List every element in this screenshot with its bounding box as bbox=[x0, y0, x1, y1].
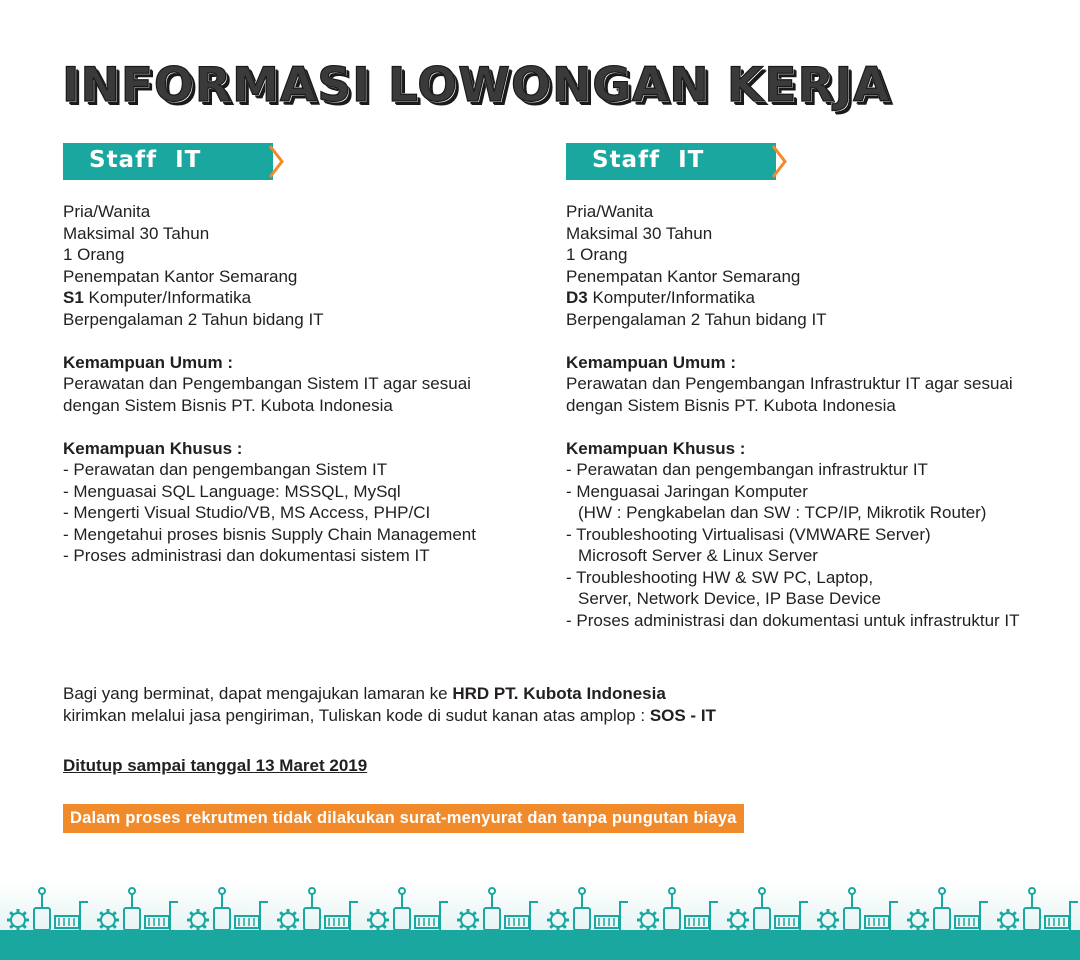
special-line: - Troubleshooting Virtualisasi (VMWARE Server) bbox=[566, 524, 931, 544]
position-tag bbox=[63, 143, 289, 180]
gear-tooth bbox=[1000, 912, 1003, 915]
gear-tooth bbox=[23, 925, 26, 928]
gear-tooth bbox=[1000, 925, 1003, 928]
placement: Penempatan Kantor Semarang bbox=[63, 266, 298, 286]
position-tag bbox=[566, 143, 792, 180]
special-heading: Kemampuan Khusus : bbox=[566, 438, 746, 458]
gear-tooth bbox=[923, 925, 926, 928]
apply-instructions bbox=[63, 683, 716, 726]
experience: Berpengalaman 2 Tahun bidang IT bbox=[63, 309, 324, 329]
general-heading: Kemampuan Umum : bbox=[566, 352, 737, 372]
gear-tooth bbox=[730, 912, 733, 915]
gear-tooth bbox=[370, 912, 373, 915]
chevron-right-icon bbox=[268, 145, 284, 178]
general-line: dengan Sistem Bisnis PT. Kubota Indonesia bbox=[63, 395, 393, 415]
envelope-code: SOS - IT bbox=[649, 705, 716, 725]
special-line: - Menguasai Jaringan Komputer bbox=[566, 481, 808, 501]
special-line: - Menguasai SQL Language: MSSQL, MySql bbox=[63, 481, 401, 501]
gear-tooth bbox=[100, 912, 103, 915]
education-field: Komputer/Informatika bbox=[83, 288, 252, 307]
education-level: S1 bbox=[63, 288, 84, 307]
gear-tooth bbox=[100, 925, 103, 928]
gear-tooth bbox=[293, 912, 296, 915]
gear-tooth bbox=[460, 925, 463, 928]
gear-tooth bbox=[640, 912, 643, 915]
gear-tooth bbox=[833, 912, 836, 915]
experience: Berpengalaman 2 Tahun bidang IT bbox=[566, 309, 827, 329]
gear-tooth bbox=[563, 912, 566, 915]
special-line: - Perawatan dan pengembangan Sistem IT bbox=[63, 460, 388, 479]
education bbox=[566, 287, 1066, 309]
gear-tooth bbox=[383, 925, 386, 928]
special-line: (HW : Pengkabelan dan SW : TCP/IP, Mikrotik Router) bbox=[578, 503, 987, 522]
gear-tooth bbox=[10, 925, 13, 928]
gear-tooth bbox=[820, 925, 823, 928]
gear-tooth bbox=[820, 912, 823, 915]
gear-tooth bbox=[113, 925, 116, 928]
gear-tooth bbox=[563, 925, 566, 928]
gender: Pria/Wanita bbox=[63, 202, 151, 221]
gear-tooth bbox=[23, 912, 26, 915]
gear-tooth bbox=[190, 925, 193, 928]
special-line: - Proses administrasi dan dokumentasi untuk infrastruktur IT bbox=[566, 610, 1020, 630]
footer-circuit-graphic bbox=[0, 880, 1080, 960]
special-line: - Mengerti Visual Studio/VB, MS Access, PHP/CI bbox=[63, 503, 431, 522]
position-title: Staff IT bbox=[592, 147, 705, 173]
gear-tooth bbox=[640, 925, 643, 928]
apply-line2-prefix: kirimkan melalui jasa pengiriman, Tuliskan kode di sudut kanan atas amplop : bbox=[63, 705, 650, 725]
education-field: Komputer/Informatika bbox=[587, 288, 755, 307]
gear-tooth bbox=[113, 912, 116, 915]
age: Maksimal 30 Tahun bbox=[566, 223, 713, 243]
gear-tooth bbox=[383, 912, 386, 915]
special-line: - Perawatan dan pengembangan infrastruktur IT bbox=[566, 460, 928, 479]
recruitment-notice: Dalam proses rekrutmen tidak dilakukan surat-menyurat dan tanpa pungutan biaya bbox=[63, 804, 744, 833]
gear-tooth bbox=[910, 925, 913, 928]
gear-tooth bbox=[653, 912, 656, 915]
apply-company: HRD PT. Kubota Indonesia bbox=[452, 684, 666, 703]
education-level: D3 bbox=[566, 288, 588, 307]
position-title: Staff IT bbox=[89, 147, 202, 173]
gear-tooth bbox=[653, 925, 656, 928]
gear-tooth bbox=[730, 925, 733, 928]
general-heading: Kemampuan Umum : bbox=[63, 352, 234, 372]
gear-tooth bbox=[280, 925, 283, 928]
special-line: - Troubleshooting HW & SW PC, Laptop, bbox=[566, 567, 874, 587]
gear-tooth bbox=[473, 925, 476, 928]
age: Maksimal 30 Tahun bbox=[63, 223, 210, 243]
general-line: Perawatan dan Pengembangan Infrastruktur IT agar sesuai bbox=[566, 374, 1013, 393]
gear-tooth bbox=[923, 912, 926, 915]
count: 1 Orang bbox=[566, 245, 628, 264]
page-title: INFORMASI LOWONGAN KERJA bbox=[62, 58, 891, 113]
gear-tooth bbox=[743, 925, 746, 928]
count: 1 Orang bbox=[63, 245, 125, 264]
placement: Penempatan Kantor Semarang bbox=[566, 266, 801, 286]
general-line: Perawatan dan Pengembangan Sistem IT agar sesuai bbox=[63, 374, 471, 393]
special-line: - Mengetahui proses bisnis Supply Chain Management bbox=[63, 524, 476, 544]
gear-tooth bbox=[190, 912, 193, 915]
gear-tooth bbox=[550, 925, 553, 928]
gear-tooth bbox=[203, 912, 206, 915]
job-column-s1 bbox=[63, 143, 563, 567]
closing-date: Ditutup sampai tanggal 13 Maret 2019 bbox=[63, 756, 368, 775]
apply-line1-prefix: Bagi yang berminat, dapat mengajukan lamaran ke bbox=[63, 684, 453, 703]
gear-tooth bbox=[833, 925, 836, 928]
general-line: dengan Sistem Bisnis PT. Kubota Indonesia bbox=[566, 395, 896, 415]
gear-tooth bbox=[743, 912, 746, 915]
gear-tooth bbox=[550, 912, 553, 915]
job-column-d3 bbox=[566, 143, 1066, 631]
special-line: - Proses administrasi dan dokumentasi sistem IT bbox=[63, 546, 430, 565]
gear-tooth bbox=[473, 912, 476, 915]
gear-tooth bbox=[10, 912, 13, 915]
gear-tooth bbox=[1013, 912, 1016, 915]
special-line: Server, Network Device, IP Base Device bbox=[578, 589, 881, 608]
gear-tooth bbox=[293, 925, 296, 928]
education bbox=[63, 287, 563, 309]
gear-tooth bbox=[460, 912, 463, 915]
chevron-right-icon bbox=[771, 145, 787, 178]
gear-tooth bbox=[910, 912, 913, 915]
gear-tooth bbox=[280, 912, 283, 915]
gear-tooth bbox=[1013, 925, 1016, 928]
special-line: Microsoft Server & Linux Server bbox=[578, 546, 818, 565]
gear-tooth bbox=[203, 925, 206, 928]
footer-band bbox=[0, 930, 1080, 960]
gender: Pria/Wanita bbox=[566, 202, 654, 221]
special-heading: Kemampuan Khusus : bbox=[63, 438, 243, 458]
gear-tooth bbox=[370, 925, 373, 928]
